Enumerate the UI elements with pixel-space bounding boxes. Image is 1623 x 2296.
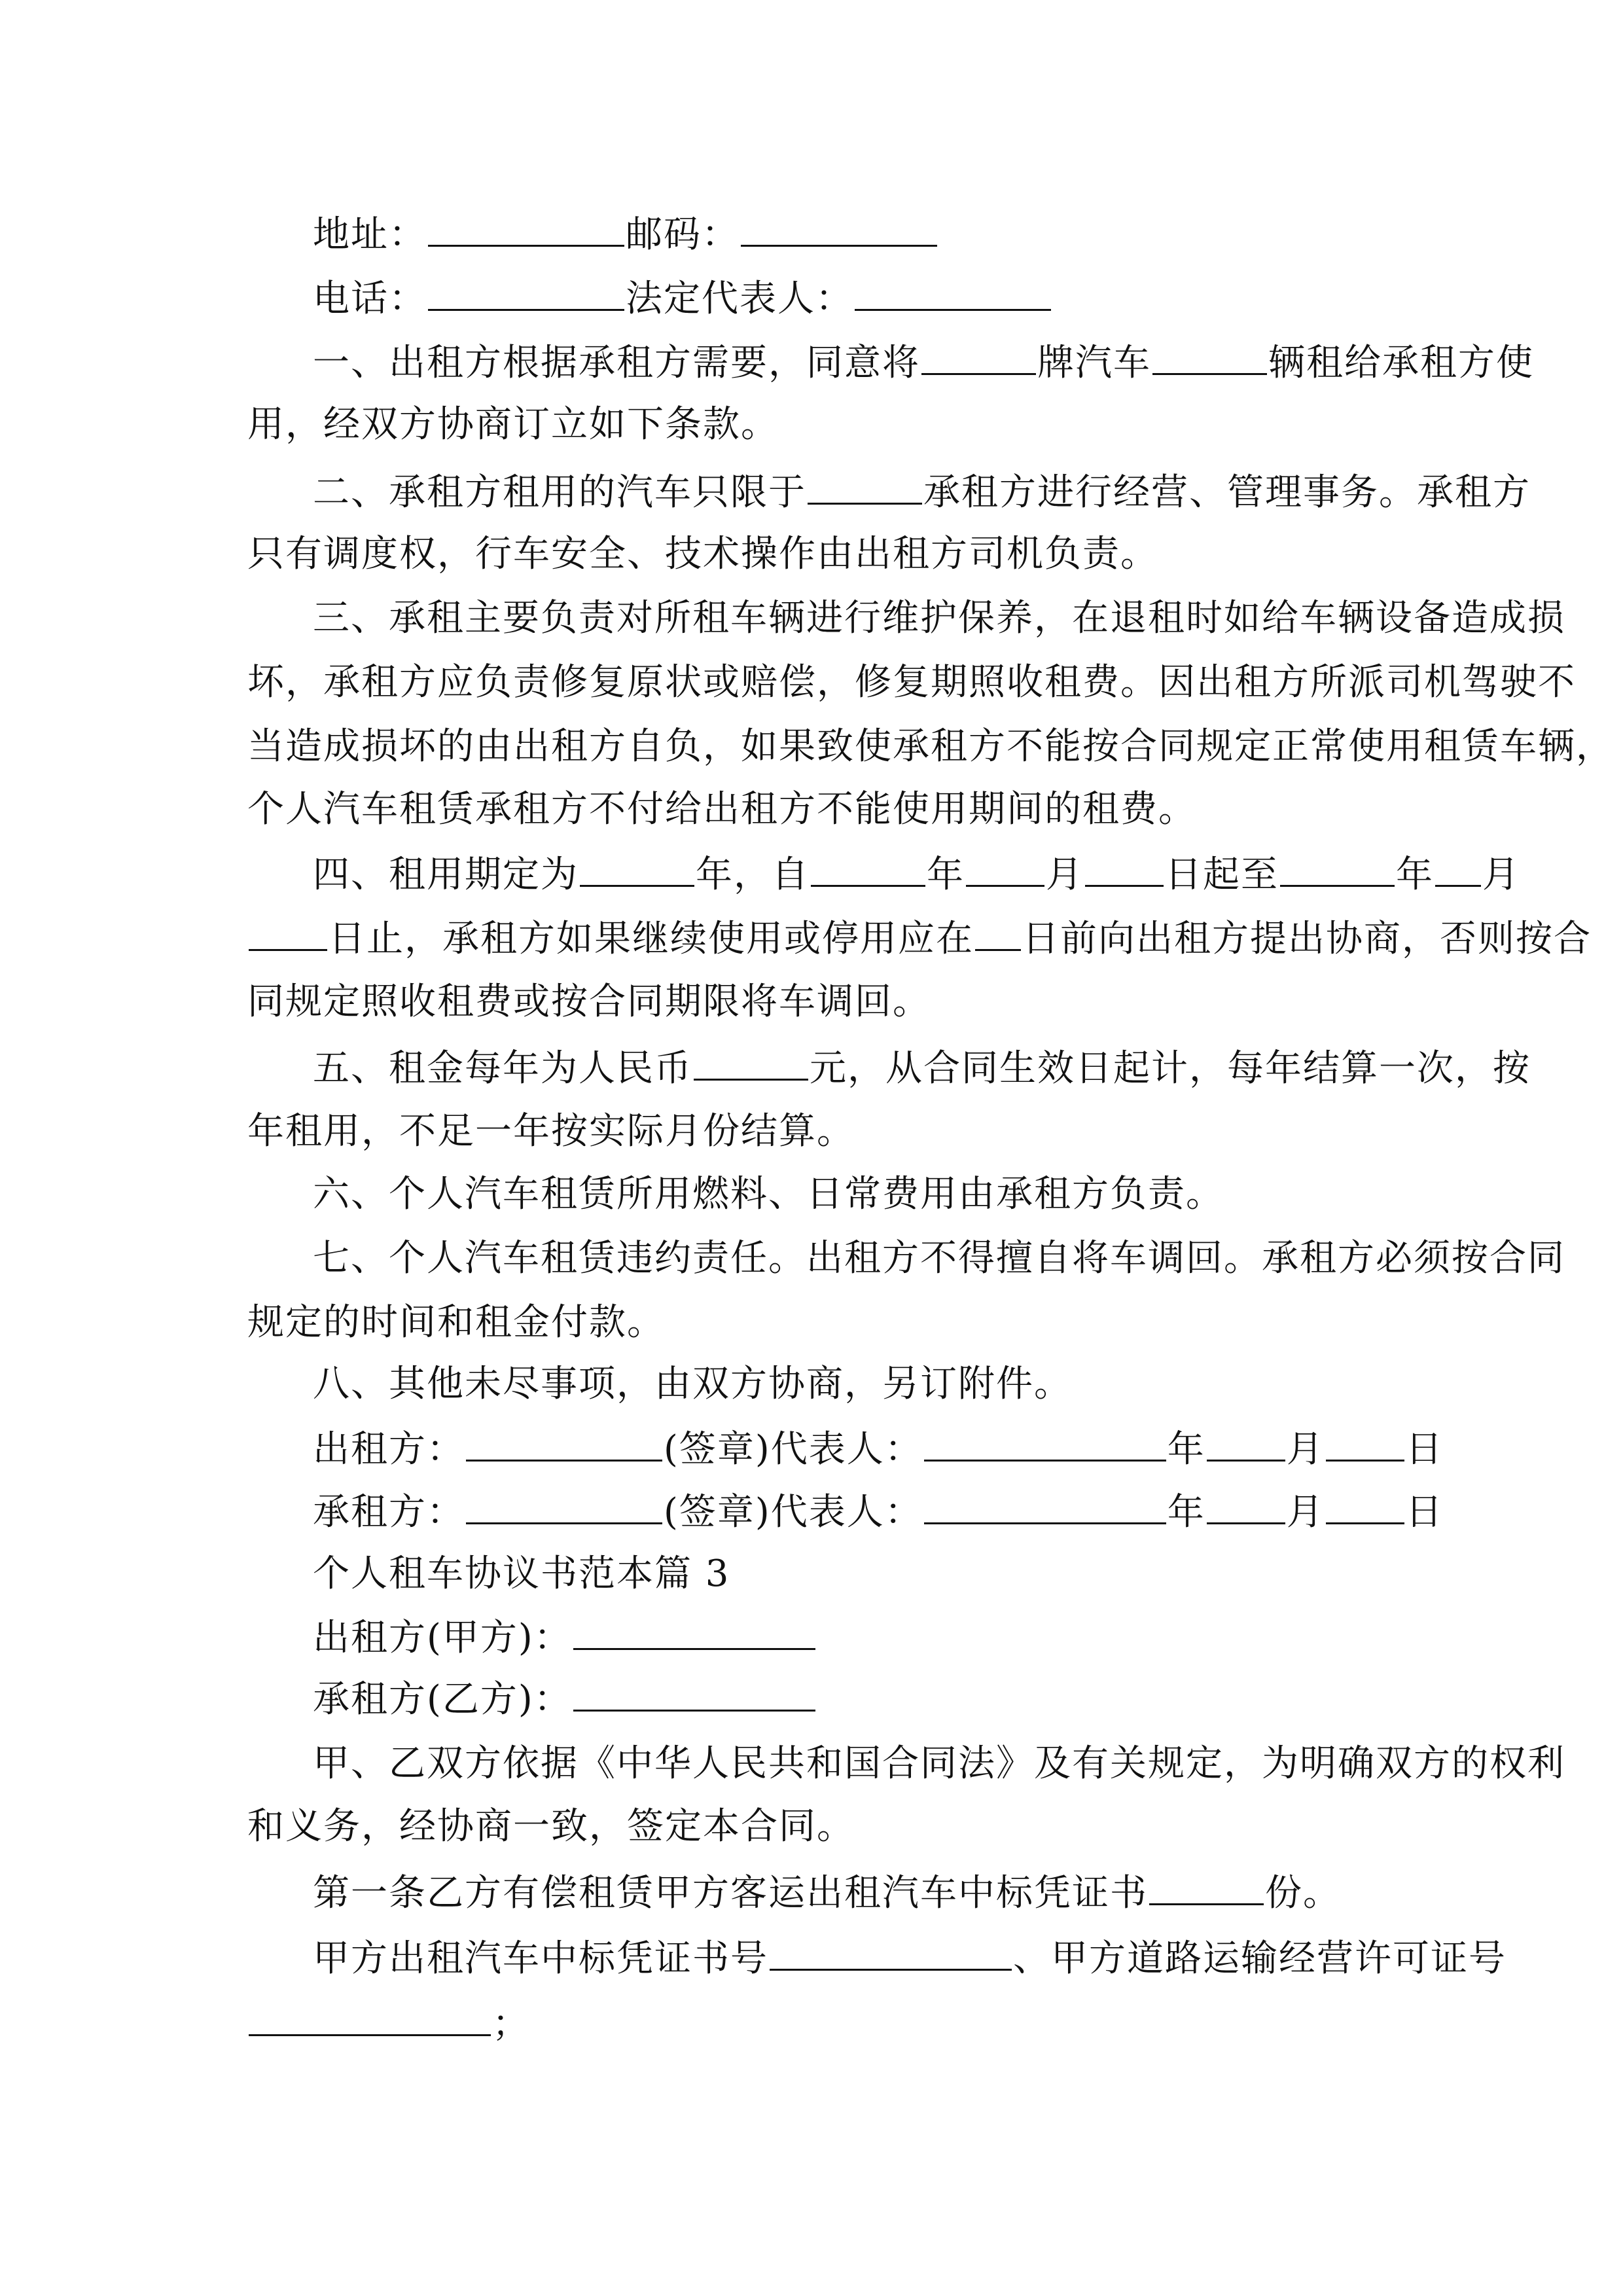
clause-4-line-3 <box>247 979 931 1025</box>
fill-in-blank[interactable] <box>924 1488 1166 1524</box>
fill-in-blank[interactable] <box>428 275 624 311</box>
text-segment: 日 <box>1405 1491 1444 1534</box>
fill-in-blank[interactable] <box>1207 1488 1285 1524</box>
text-segment: 出租方： <box>313 1428 465 1471</box>
address-line <box>313 211 938 257</box>
clause-1-line-2 <box>247 402 779 448</box>
party-a-line <box>313 1614 817 1660</box>
fill-in-blank[interactable] <box>1326 1426 1404 1462</box>
text-segment: 年 <box>1167 1491 1205 1534</box>
clause-2-line-1 <box>313 469 1531 514</box>
text-segment: 甲方出租汽车中标凭证书号 <box>313 1937 768 1980</box>
text-segment: 出租方(甲方)： <box>313 1617 572 1659</box>
article-1-line-1 <box>313 1869 1341 1915</box>
fill-in-blank[interactable] <box>1207 1426 1285 1462</box>
fill-in-blank[interactable] <box>811 851 925 887</box>
text-segment: (签章)代表人： <box>664 1428 923 1471</box>
clause-3-line-3 <box>247 724 1614 770</box>
text-segment: 甲、乙双方依据《中华人民共和国合同法》及有关规定，为明确双方的权利 <box>313 1742 1565 1785</box>
text-segment: 个人租车协议书范本篇 3 <box>313 1552 730 1595</box>
text-segment: 七、个人汽车租赁违约责任。出租方不得擅自将车调回。承租方必须按合同 <box>313 1237 1565 1280</box>
fill-in-blank[interactable] <box>1326 1488 1404 1524</box>
fill-in-blank[interactable] <box>1280 851 1395 887</box>
fill-in-blank[interactable] <box>694 1045 808 1081</box>
fill-in-blank[interactable] <box>808 469 922 505</box>
clause-7-line-1 <box>313 1236 1565 1282</box>
text-segment: 三、承租主要负责对所租车辆进行维护保养，在退租时如给车辆设备造成损 <box>313 597 1565 639</box>
text-segment: 承租方进行经营、管理事务。承租方 <box>923 471 1531 514</box>
text-segment: 五、租金每年为人民币 <box>313 1047 692 1090</box>
text-segment: 年租用，不足一年按实际月份结算。 <box>247 1110 855 1153</box>
clause-3-line-1 <box>313 596 1565 641</box>
text-segment: 日起至 <box>1165 853 1279 896</box>
text-segment: 牌汽车 <box>1037 342 1151 384</box>
fill-in-blank[interactable] <box>921 339 1036 375</box>
fill-in-blank[interactable] <box>573 1614 815 1650</box>
fill-in-blank[interactable] <box>580 851 694 887</box>
fill-in-blank[interactable] <box>741 211 937 247</box>
clause-3-line-4 <box>247 787 1196 833</box>
text-segment: 年 <box>927 853 965 896</box>
preamble-line-1 <box>313 1741 1565 1787</box>
clause-4-line-2 <box>247 915 1592 961</box>
fill-in-blank[interactable] <box>855 275 1051 311</box>
phone-line <box>313 275 1052 321</box>
party-b-line <box>313 1676 817 1721</box>
text-segment: 法定代表人： <box>626 278 853 320</box>
fill-in-blank[interactable] <box>466 1488 662 1524</box>
article-1-line-3 <box>247 2000 530 2046</box>
text-segment: 用，经双方协商订立如下条款。 <box>247 403 779 446</box>
text-segment: 承租方： <box>313 1491 465 1534</box>
fill-in-blank[interactable] <box>966 851 1044 887</box>
text-segment: 承租方(乙方)： <box>313 1678 572 1721</box>
fill-in-blank[interactable] <box>975 915 1021 951</box>
clause-7-line-2 <box>247 1300 665 1346</box>
text-segment: 月 <box>1286 1428 1325 1471</box>
text-segment: 二、承租方租用的汽车只限于 <box>313 471 806 514</box>
text-segment: 年，自 <box>696 853 810 896</box>
text-segment: 月 <box>1482 853 1520 896</box>
text-segment: 、甲方道路运输经营许可证号 <box>1013 1937 1507 1980</box>
clause-3-line-2 <box>247 660 1576 706</box>
text-segment: 八、其他未尽事项，由双方协商，另订附件。 <box>313 1363 1072 1405</box>
text-segment: 份。 <box>1265 1872 1341 1914</box>
text-segment: 月 <box>1286 1491 1325 1534</box>
text-segment: 六、个人汽车租赁所用燃料、日常费用由承租方负责。 <box>313 1173 1224 1215</box>
text-segment: 当造成损坏的由出租方自负，如果致使承租方不能按合同规定正常使用租赁车辆， <box>247 725 1614 768</box>
fill-in-blank[interactable] <box>573 1676 815 1712</box>
clause-5-line-2 <box>247 1109 855 1155</box>
clause-2-line-2 <box>247 531 1158 577</box>
text-segment: 只有调度权，行车安全、技术操作由出租方司机负责。 <box>247 533 1158 575</box>
fill-in-blank[interactable] <box>1149 1869 1264 1905</box>
fill-in-blank[interactable] <box>1435 851 1481 887</box>
fill-in-blank[interactable] <box>249 2000 491 2036</box>
text-segment: 第一条乙方有偿租赁甲方客运出租汽车中标凭证书 <box>313 1872 1148 1914</box>
text-segment: ； <box>492 2003 530 2045</box>
clause-1-line-1 <box>313 339 1534 385</box>
preamble-line-2 <box>247 1804 855 1850</box>
clause-8-line-1 <box>313 1361 1072 1407</box>
text-segment: 日前向出租方提出协商，否则按合 <box>1022 918 1592 960</box>
text-segment: (签章)代表人： <box>664 1491 923 1534</box>
text-segment: 辆租给承租方使 <box>1268 342 1534 384</box>
fill-in-blank[interactable] <box>1085 851 1164 887</box>
text-segment: 年 <box>1396 853 1434 896</box>
fill-in-blank[interactable] <box>924 1426 1166 1462</box>
text-segment: 日 <box>1405 1428 1444 1471</box>
text-segment: 坏，承租方应负责修复原状或赔偿，修复期照收租费。因出租方所派司机驾驶不 <box>247 661 1576 704</box>
article-1-line-2 <box>313 1935 1507 1981</box>
text-segment: 同规定照收租费或按合同期限将车调回。 <box>247 980 931 1023</box>
fill-in-blank[interactable] <box>1152 339 1267 375</box>
clause-4-line-1 <box>313 851 1520 897</box>
text-segment: 电话： <box>313 278 427 320</box>
lessee-signature-line <box>313 1488 1444 1534</box>
lessor-signature-line <box>313 1426 1444 1471</box>
clause-5-line-1 <box>313 1045 1531 1090</box>
text-segment: 地址： <box>313 213 427 256</box>
text-segment: 元，从合同生效日起计，每年结算一次，按 <box>810 1047 1531 1090</box>
fill-in-blank[interactable] <box>466 1426 662 1462</box>
text-segment: 日止，承租方如果继续使用或停用应在 <box>329 918 974 960</box>
section-title <box>313 1551 730 1597</box>
fill-in-blank[interactable] <box>249 915 327 951</box>
clause-6-line-1 <box>313 1172 1224 1217</box>
fill-in-blank[interactable] <box>428 211 624 247</box>
text-segment: 月 <box>1046 853 1084 896</box>
text-segment: 一、出租方根据承租方需要，同意将 <box>313 342 920 384</box>
text-segment: 规定的时间和租金付款。 <box>247 1301 665 1344</box>
text-segment: 年 <box>1167 1428 1205 1471</box>
fill-in-blank[interactable] <box>770 1935 1012 1971</box>
text-segment: 个人汽车租赁承租方不付给出租方不能使用期间的租费。 <box>247 788 1196 831</box>
text-segment: 四、租用期定为 <box>313 853 579 896</box>
text-segment: 邮码： <box>626 213 740 256</box>
text-segment: 和义务，经协商一致，签定本合同。 <box>247 1805 855 1848</box>
